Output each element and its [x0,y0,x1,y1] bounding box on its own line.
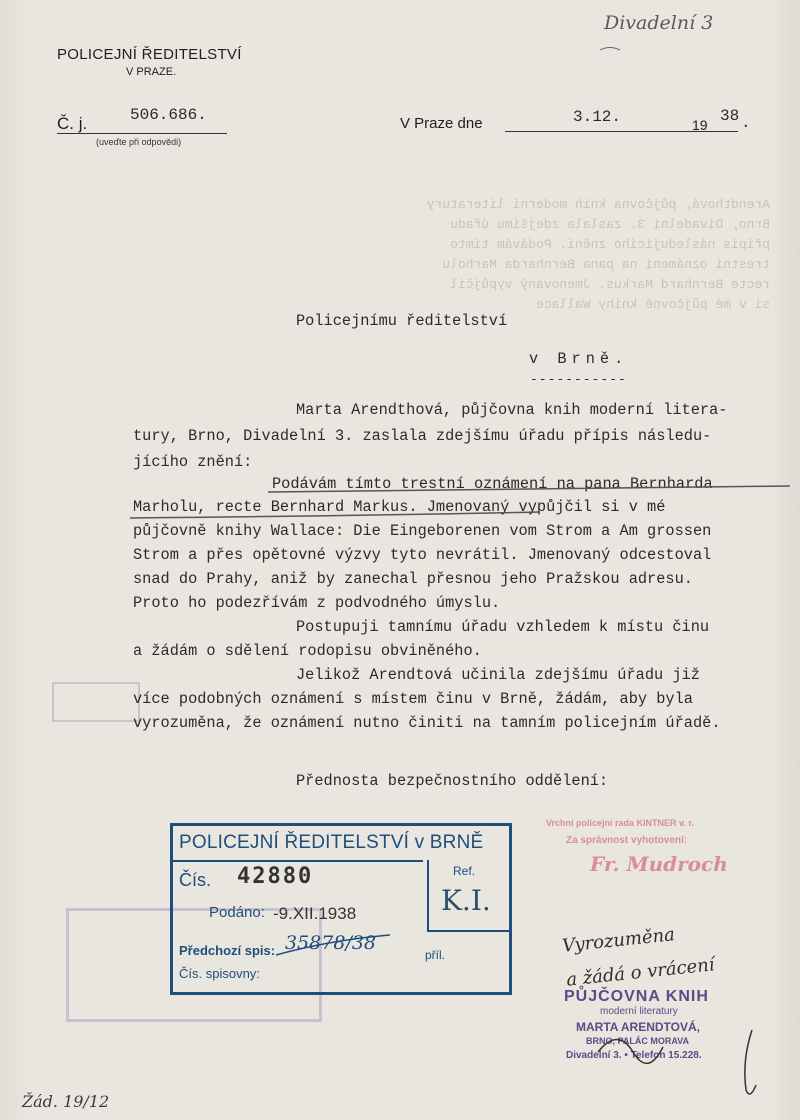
handwritten-file-note: Žád. 19/12 [22,1092,110,1111]
stamp-cis-value: 42880 [237,864,314,889]
body-line: jícího znění: [133,453,253,471]
signature-line-2: Za správnost vyhotovení: [566,835,688,846]
place-label: V Praze dne [400,115,483,132]
stamp-podano-value: -9.XII.1938 [273,904,357,923]
bleed-through-text: Arendthová, půjčovna knih moderní literatury Brno, Divadelní 3. zaslala zdejšímu úřadu přípis následujícího znění. Podávám tímto trestní oznámení na pana Bernharda Marholu recte Bernhard Markus. Jmenovaný vypůjčil si v mé půjčovně knihy Wallace [426,197,770,312]
body-line: snad do Prahy, aniž by zanechal přesnou jeho Pražskou adresu. [133,570,693,588]
addressee-line-2: v Brně. [529,350,629,368]
stamp-predchozi-label: Předchozí spis: [179,943,276,958]
body-line: Marta Arendthová, půjčovna knih moderní litera- [296,401,728,419]
addressee-line-1: Policejnímu ředitelství [296,312,508,330]
body-line: vyrozuměna, že oznámení nutno činiti na tamním policejním úřadě. [133,714,721,732]
signature-line-1: Vrchní policejní rada KINTNER v. r. [546,818,694,828]
ref-note: (uveďte při odpovědi) [96,137,182,147]
year-dot: . [741,114,751,132]
year-suffix: 38 [720,107,740,125]
signature-name: Fr. Mudroch [590,852,728,876]
body-line: Proto ho podezřívám z podvodného úmyslu. [133,594,501,612]
stamp-ref-value: K.I. [441,884,491,917]
body-line: a žádám o sdělení rodopisu obviněného. [133,642,482,660]
ref-label: Č. j. [57,114,88,133]
office-city: V PRAZE. [126,66,177,78]
rental-stamp-line-3: MARTA ARENDTOVÁ, [576,1020,700,1034]
stamp-spisovny-label: Čís. spisovny: [179,966,260,981]
corner-handwritten-note: Divadelní 3 [604,12,714,34]
stamp-ref-label: Ref. [453,864,476,878]
stamp-title: POLICEJNÍ ŘEDITELSTVÍ v BRNĚ [179,832,484,853]
closing-line: Přednosta bezpečnostního oddělení: [296,772,609,790]
body-line: Podávám tímto trestní oznámení na pana Bernharda [272,475,713,493]
handwritten-note-2: a žádá o vrácení [565,954,716,991]
stamp-pril-label: příl. [425,948,446,962]
body-line: Postupuji tamnímu úřadu vzhledem k místu činu [296,618,710,636]
date-day: 3.12. [573,108,622,126]
rental-stamp-line-4: BRNO, PALÁC MORAVA [586,1036,689,1046]
addressee-underline: ----------- [530,372,627,387]
rental-stamp-line-2: moderní literatury [600,1006,678,1017]
rental-stamp-line-5: Divadelní 3. • Telefon 15.228. [566,1050,702,1061]
stamp-podano-label: Podáno: [209,904,265,921]
body-line: více podobných oznámení s místem činu v Brně, žádám, aby byla [133,690,693,708]
handwritten-note-1: Vyrozuměna [561,924,676,957]
rental-stamp-line-1: PŮJČOVNA KNIH [564,988,709,1005]
stamp-cis-label: Čís. [179,870,212,890]
body-line: tury, Brno, Divadelní 3. zaslala zdejšímu úřadu přípis následu- [133,427,712,445]
body-line: Marholu, recte Bernhard Markus. Jmenovaný vypůjčil si v mé [133,498,666,516]
stamp-predchozi-value: 35878/38 [285,932,377,954]
year-prefix: 19 [692,117,708,133]
body-line: Strom a přes opětovné výzvy tyto nevrátil. Jmenovaný odcestoval [133,546,712,564]
body-line: půjčovně knihy Wallace: Die Eingeborenen vom Strom a Am grossen [133,522,712,540]
office-name: POLICEJNÍ ŘEDITELSTVÍ [57,46,242,63]
body-line: Jelikož Arendtová učinila zdejšímu úřadu již [296,666,700,684]
ref-number: 506.686. [130,106,207,124]
